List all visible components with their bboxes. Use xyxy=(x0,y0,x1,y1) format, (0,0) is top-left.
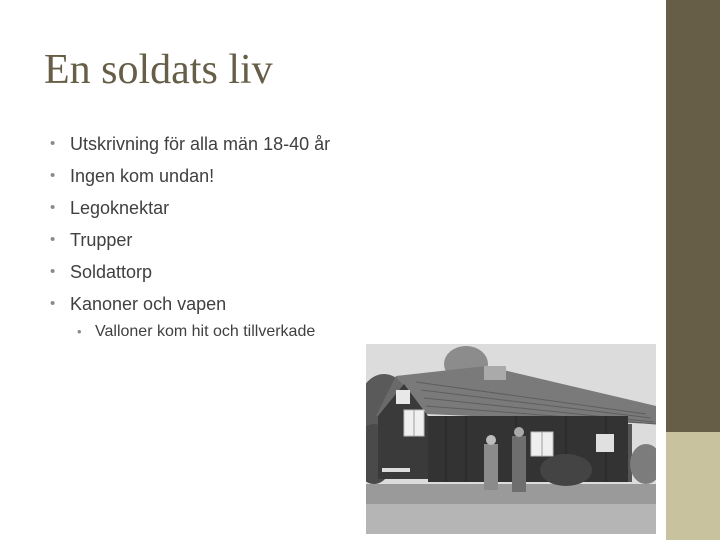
sub-bullet-item xyxy=(77,318,315,346)
bullet-item xyxy=(50,226,330,258)
sub-bullet-dot-icon: • xyxy=(77,324,82,339)
soldier-cottage-photo xyxy=(366,344,656,534)
bullet-dot-icon: • xyxy=(50,231,56,248)
slide-title: En soldats liv xyxy=(44,47,273,93)
decorative-side-bar-light xyxy=(666,432,720,540)
bullet-text: Legoknektar xyxy=(70,198,170,218)
bullet-dot-icon: • xyxy=(50,135,56,152)
bullet-list xyxy=(50,130,330,322)
decorative-side-bar-dark xyxy=(666,0,720,432)
bullet-text: Utskrivning för alla män 18-40 år xyxy=(70,134,331,154)
bullet-text: Kanoner och vapen xyxy=(70,294,227,314)
bullet-item xyxy=(50,194,330,226)
bullet-dot-icon: • xyxy=(50,295,56,312)
sub-bullet-text: Valloner kom hit och tillverkade xyxy=(95,323,316,340)
bullet-dot-icon: • xyxy=(50,199,56,216)
bullet-dot-icon: • xyxy=(50,167,56,184)
bullet-item xyxy=(50,258,330,290)
bullet-item xyxy=(50,130,330,162)
bullet-text: Trupper xyxy=(70,230,133,250)
bullet-dot-icon: • xyxy=(50,263,56,280)
bullet-text: Soldattorp xyxy=(70,262,153,282)
bullet-text: Ingen kom undan! xyxy=(70,166,215,186)
bullet-item xyxy=(50,162,330,194)
cottage-illustration xyxy=(366,344,656,534)
